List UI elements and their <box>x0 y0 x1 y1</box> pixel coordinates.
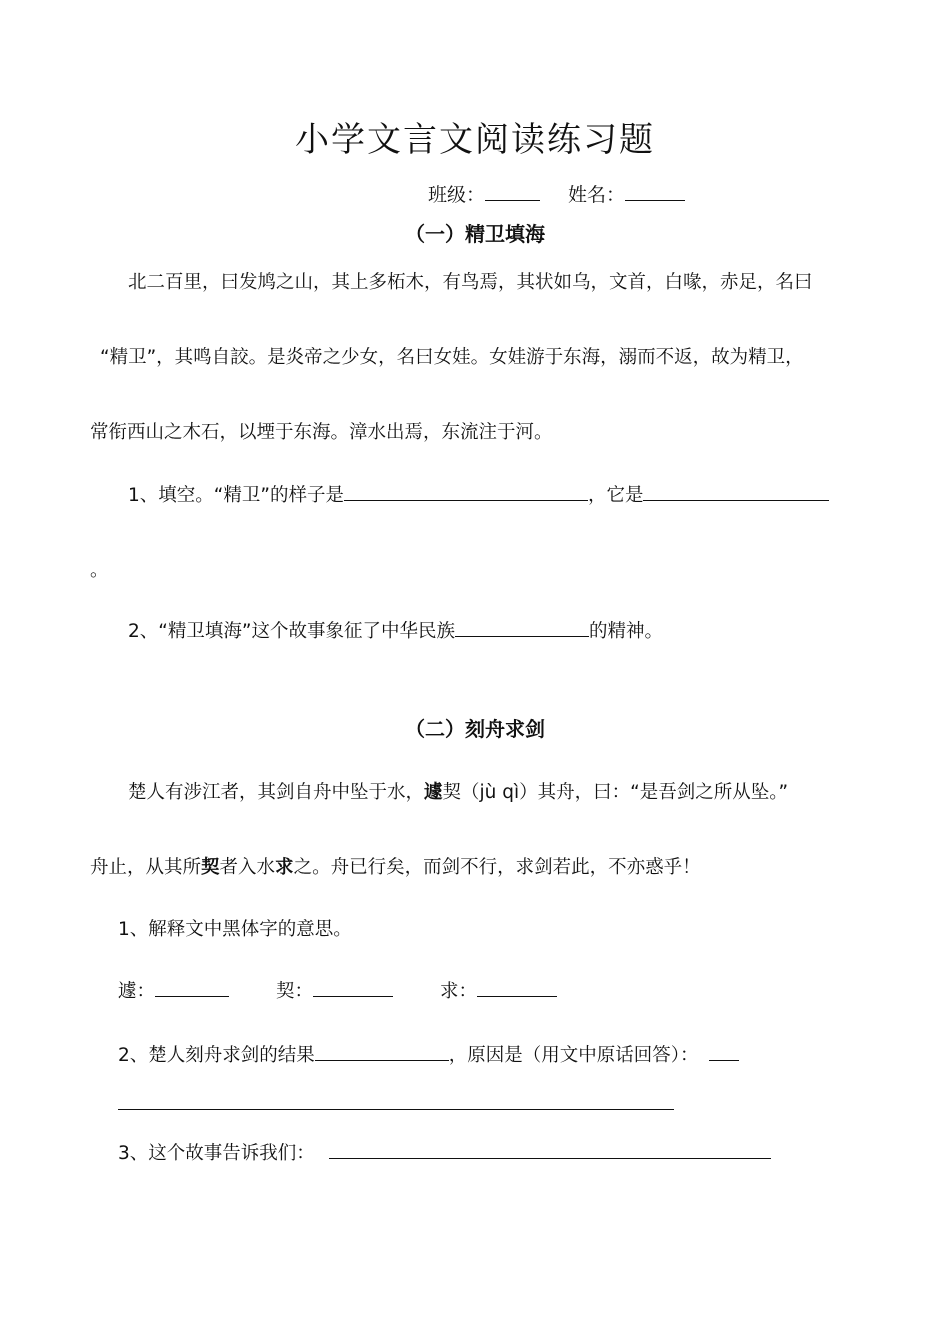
word-label: 遽： <box>118 981 156 1002</box>
section1-heading: （一）精卫填海 <box>405 222 545 246</box>
answer-line-reason[interactable] <box>118 1109 674 1110</box>
answer-blank-appearance[interactable] <box>344 499 588 501</box>
text-segment: 之。舟已行矣，而剑不行，求剑若此，不亦惑乎！ <box>293 857 701 878</box>
answer-blank-spirit[interactable] <box>455 635 589 637</box>
word-item-ju <box>118 977 229 1003</box>
name-label: 姓名： <box>568 184 626 206</box>
question1-end-mark: 。 <box>90 560 109 581</box>
name-blank[interactable] <box>625 199 685 201</box>
question2-text-b: 的精神。 <box>588 621 663 642</box>
answer-blank-qi[interactable] <box>313 995 393 997</box>
question2-text-b: ，原因是（用文中原话回答）： <box>448 1045 699 1066</box>
bold-word-qi: 契 <box>201 857 220 878</box>
section2-heading: （二）刻舟求剑 <box>405 717 545 741</box>
text-segment: 楚人有涉江者，其剑自舟中坠于水， <box>128 782 425 803</box>
class-blank[interactable] <box>485 199 540 201</box>
word-label: 契： <box>276 981 314 1002</box>
section2-text-line2 <box>90 853 701 879</box>
bold-word-qiu: 求 <box>275 857 294 878</box>
answer-blank-qiu[interactable] <box>477 995 557 997</box>
section1-text-line1: 北二百里，曰发鸠之山，其上多柘木，有鸟焉，其状如乌，文首，白喙，赤足，名曰 <box>128 272 813 293</box>
question2-text-a: 2、“精卫填海”这个故事象征了中华民族 <box>128 621 455 642</box>
text-segment: 舟止，从其所 <box>90 857 202 878</box>
question3-text: 3、这个故事告诉我们： <box>118 1143 315 1164</box>
section1-question1 <box>128 481 829 507</box>
question1-text-b: ，它是 <box>587 485 644 506</box>
section2-question3 <box>118 1139 771 1165</box>
text-segment: 契（jù qì）其舟，曰：“是吾剑之所从坠。” <box>442 782 789 803</box>
section2-text-line1 <box>128 778 788 804</box>
bold-word-ju: 遽 <box>424 782 443 803</box>
answer-blank-ju[interactable] <box>155 995 229 997</box>
word-item-qi <box>276 977 393 1003</box>
answer-blank-identity[interactable] <box>643 499 829 501</box>
section1-question2 <box>128 617 663 643</box>
answer-blank-reason-start[interactable] <box>709 1059 739 1061</box>
text-segment: 者入水 <box>219 857 276 878</box>
page-title: 小学文言文阅读练习题 <box>295 120 655 160</box>
section2-question2 <box>118 1041 739 1067</box>
name-field <box>568 180 685 207</box>
section1-text-line3: 常衔西山之木石，以堙于东海。漳水出焉，东流注于河。 <box>90 422 553 443</box>
class-field <box>428 180 540 207</box>
word-item-qiu <box>440 977 557 1003</box>
word-label: 求： <box>440 981 478 1002</box>
question2-text-a: 2、楚人刻舟求剑的结果 <box>118 1045 315 1066</box>
section1-text-line2: “精卫”，其鸣自詨。是炎帝之少女，名曰女娃。女娃游于东海，溺而不返，故为精卫， <box>100 347 804 368</box>
class-label: 班级： <box>428 184 486 206</box>
answer-blank-result[interactable] <box>315 1059 449 1061</box>
question1-text-a: 1、填空。“精卫”的样子是 <box>128 485 344 506</box>
section2-question1: 1、解释文中黑体字的意思。 <box>118 919 352 940</box>
answer-blank-lesson[interactable] <box>329 1157 771 1159</box>
